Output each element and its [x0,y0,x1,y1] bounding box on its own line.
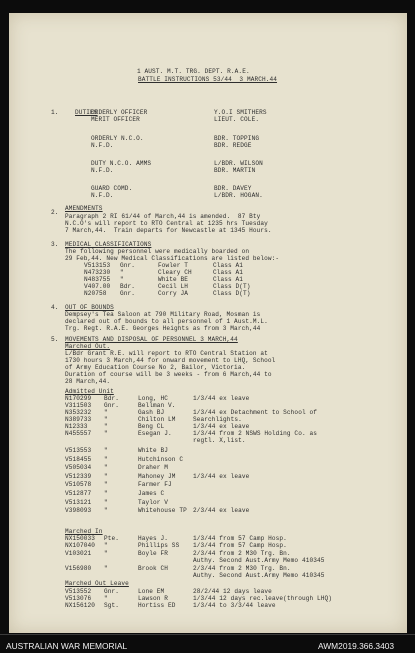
medical-row-cell: V513153 [84,262,111,269]
medical-row-cell: Cleary CH [158,269,192,276]
admitted-row-cell: Beng CL [138,423,165,430]
marched-out-row-cell: Hortiss ED [138,602,176,609]
duty-entry: BDR. MARTIN [214,167,256,174]
marched-out-row-cell: V513076 [65,595,92,602]
duty-entry: BDR. DAVEY [214,185,252,192]
medical-row-cell: Class A1 [213,269,244,276]
admitted-row-cell: Taylor V [138,498,169,506]
marched-in-row-cell: " [104,549,108,557]
marched-in-row-cell: 1/3/44 from 57 Camp Hosp. [193,535,287,542]
admitted-row-cell: Farmer FJ [138,481,172,489]
medical-row-cell: Gnr. [120,290,136,297]
medical-row-cell: N473230 [84,269,111,276]
duty-entry: GUARD COMD. [91,185,133,192]
section-2-line: 7 March,44. Train departs for Newcastle at 1345 Hours. [65,227,272,234]
admitted-row-cell: " [104,490,108,497]
marched-out-row-cell: 1/3/44 to 3/3/44 leave [193,602,276,609]
duty-entry: Y.O.I SMITHERS [214,109,267,116]
admitted-row-cell: Draher M [138,464,169,472]
medical-row-cell: N20758 [84,290,107,297]
duty-entry: DUTY N.C.O. AMMS [91,160,152,167]
medical-row-cell: " [120,276,124,283]
marched-in-row-cell: Hayes J. [138,535,169,542]
duty-entry: L/BDR. WILSON [214,160,263,167]
admitted-row-cell: Bdr. [104,395,120,402]
duty-entry: BDR. TOPPING [214,135,260,142]
section-3-line: The following personnel were medically boarded on [65,248,250,255]
marched-in-row-cell: Authy. Second Aust.Army Memo 410345 [193,572,325,579]
section-4-line: Dempsey's Tea Saloon at 790 Military Road, Mosman is [65,311,261,318]
section-4-title: OUT OF BOUNDS [65,304,114,311]
admitted-row-cell: V513121 [65,498,92,506]
marched-out-heading: Marched Out Leave [65,580,129,587]
marched-in-row-cell: Boyle FR [138,549,169,557]
section-1-number: 1. [51,109,59,116]
marched-in-row-cell: Pte. [104,535,120,542]
marched-in-row-cell: 2/3/44 from 2 M30 Trg. Bn. [193,549,291,557]
section-5-line: Duration of course will be 3 weeks - from 6 March,44 to [65,371,272,378]
admitted-row-cell: N170299 [65,395,92,402]
medical-row-cell: Class D(T) [213,290,251,297]
medical-row-cell: White BE [158,276,189,283]
admitted-row-cell: White BJ [138,447,169,454]
admitted-row-cell: V518455 [65,455,92,463]
source-credit: AUSTRALIAN WAR MEMORIAL [6,641,128,651]
section-3-number: 3. [51,241,59,248]
medical-row-cell: V407.00 [84,283,111,290]
admitted-unit-heading: Admitted Unit [65,388,114,395]
marched-out-row-cell: Sgt. [104,602,120,609]
marched-out-row-cell: 28/2/44 12 days leave [193,588,272,595]
section-5-line: of Army Education Course No 2, Bailor, Victoria. [65,364,246,371]
admitted-row-cell: V512877 [65,490,92,497]
marched-in-row-cell: Brook CH [138,564,169,572]
marched-in-row-cell: NX107040 [65,542,96,550]
marched-in-row-cell: 1/3/44 from 57 Camp Hosp. [193,542,287,550]
admitted-row-cell: Mahoney JM [138,472,176,480]
admitted-row-cell: regtl. X,list. [193,437,246,444]
marched-in-row-cell: 2/3/44 from 2 M30 Trg. Bn. [193,564,291,572]
duty-entry: LIEUT. COLE. [214,116,260,123]
admitted-row-cell: Long, HC [138,395,169,402]
medical-row-cell: Class A1 [213,276,244,283]
marched-out-row-cell: Lawson R [138,595,169,602]
marched-in-row-cell: V156980 [65,564,92,572]
admitted-row-cell: Searchlights. [193,416,242,423]
admitted-row-cell: Esegan J. [138,430,172,437]
admitted-row-cell: 2/3/44 ex leave [193,507,250,515]
duty-entry: N.F.D. [91,167,114,174]
marched-out-row-cell: 1/3/44 12 days rec.leave(through LHQ) [193,595,333,602]
admitted-row-cell: " [104,423,108,430]
section-2-title: AMENDMENTS [65,205,103,212]
admitted-row-cell: 1/3/44 ex leave [193,395,250,402]
duty-entry: N.F.D. [91,192,114,199]
marched-out-row-cell: Lone EM [138,588,165,595]
admitted-row-cell: V398093 [65,507,92,515]
section-2-number: 2. [51,209,59,216]
medical-row-cell: Bdr. [120,283,136,290]
orders-title: BATTLE INSTRUCTIONS 53/44 3 MARCH.44 [138,76,278,83]
section-4-line: declared out of bounds to all personnel of 1 Aust.M.L. [65,318,268,325]
admitted-row-cell: Gash BJ [138,409,165,416]
medical-row-cell: Class D(T) [213,283,251,290]
duty-entry: BDR. REDGE [214,142,252,149]
section-5-line: 28 March,44. [65,378,111,385]
marched-in-row-cell: " [104,564,108,572]
section-5-title: MOVEMENTS AND DISPOSAL OF PERSONNEL 3 MARCH,44 [65,336,238,343]
section-5-line: L/Bdr Grant R.E. will report to RTO Central Station at [65,350,268,357]
duty-entry: ORDERLY N.C.O. [91,135,144,142]
admitted-row-cell: N455557 [65,430,92,437]
marched-out-row-cell: NX156120 [65,602,96,609]
medical-row-cell: Fowler T [158,262,189,269]
admitted-row-cell: V513553 [65,447,92,454]
admitted-row-cell: Hutchinson C [138,455,184,463]
archive-reference: AWM2019.366.3403 [318,641,395,651]
admitted-row-cell: 1/3/44 ex Detachment to School of [193,409,317,416]
admitted-row-cell: " [104,409,108,416]
admitted-row-cell: 1/3/44 ex leave [193,423,250,430]
admitted-row-cell: " [104,472,108,480]
marched-out-row-cell: V513552 [65,588,92,595]
marched-in-row-cell: NX150033 [65,535,96,542]
medical-row-cell: Cecil LH [158,283,189,290]
medical-row-cell: Class A1 [213,262,244,269]
marched-in-heading: Marched In [65,528,103,535]
admitted-row-cell: " [104,481,108,489]
duty-entry: ORDERLY OFFICER [91,109,148,116]
medical-row-cell: Gnr. [120,262,136,269]
admitted-row-cell: " [104,447,108,454]
duty-entry: N.F.D. [91,142,114,149]
admitted-row-cell: V311503 [65,402,92,409]
section-5-subheading: Marched Out. [65,343,111,350]
marched-out-row-cell: Gnr. [104,588,120,595]
document-page [9,13,407,633]
duty-entry: L/BDR. HOGAN. [214,192,263,199]
admitted-row-cell: Chilton LM [138,416,176,423]
admitted-row-cell: N12333 [65,423,88,430]
medical-row-cell: Corry JA [158,290,189,297]
section-5-number: 5. [51,336,59,343]
admitted-row-cell: " [104,455,108,463]
medical-row-cell: " [120,269,124,276]
footer-divider [0,634,415,635]
marched-in-row-cell: Authy. Second Aust.Army Memo 410345 [193,557,325,565]
section-4-line: Trg. Regt. R.A.E. Georges Heights as from 3 March,44 [65,325,261,332]
admitted-row-cell: N353232 [65,409,92,416]
unit-heading: 1 AUST. M.T. TRG. DEPT. R.A.E. [137,68,250,75]
duty-entry: MERIT OFFICER [91,116,140,123]
marched-out-row-cell: " [104,595,108,602]
admitted-row-cell: V512339 [65,472,92,480]
admitted-row-cell: James C [138,490,165,497]
medical-row-cell: N483755 [84,276,111,283]
admitted-row-cell: " [104,416,108,423]
marched-in-row-cell: Phillips SS [138,542,180,550]
section-3-line: 29 Feb,44. New Medical Classifications are listed below:- [65,255,280,262]
admitted-row-cell: 1/3/44 from 2 NSWS Holding Co. as [193,430,317,437]
section-1-title: DUTIES [75,109,98,116]
footer [0,639,415,653]
admitted-row-cell: V505034 [65,464,92,472]
admitted-row-cell: Whitehouse TP [138,507,187,515]
admitted-row-cell: " [104,430,108,437]
admitted-row-cell: " [104,507,108,515]
admitted-row-cell: N389733 [65,416,92,423]
admitted-row-cell: Bellman V. [138,402,176,409]
admitted-row-cell: Gnr. [104,402,120,409]
section-2-line: N.C.O's will report to RTO Central at 1235 hrs Tuesday [65,220,268,227]
section-5-line: 1730 hours 3 March,44 for onward movement to LHQ, School [65,357,276,364]
admitted-row-cell: " [104,498,108,506]
marched-in-row-cell: V103021 [65,549,92,557]
marched-in-row-cell: " [104,542,108,550]
section-4-number: 4. [51,304,59,311]
section-3-title: MEDICAL CLASSIFICATIONS [65,241,152,248]
admitted-row-cell: " [104,464,108,472]
section-2-line: Paragraph 2 RI 61/44 of March,44 is amended. 87 Bty [65,213,261,220]
admitted-row-cell: 1/3/44 ex leave [193,472,250,480]
admitted-row-cell: V510578 [65,481,92,489]
